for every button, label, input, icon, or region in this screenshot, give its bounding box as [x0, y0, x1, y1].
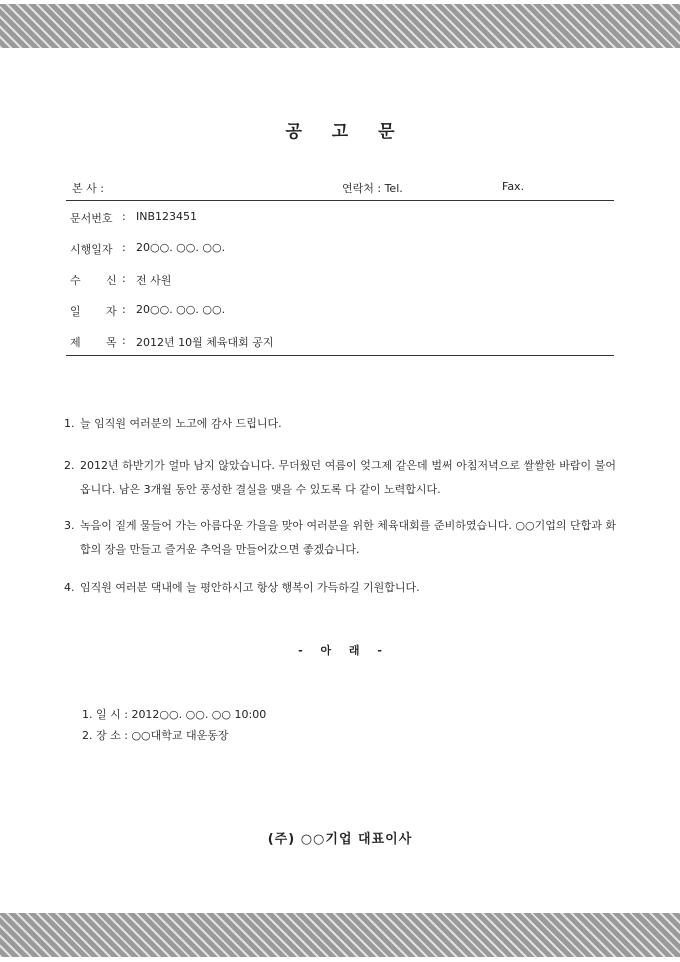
field-label-a: 제 [70, 336, 81, 349]
paragraph-number: 3. [64, 519, 75, 532]
paragraph-number: 1. [64, 417, 75, 430]
paragraph-4 [64, 576, 616, 600]
paragraph-number: 4. [64, 581, 75, 594]
field-label-a: 일 [70, 305, 81, 318]
field-value: 전 사원 [136, 274, 172, 287]
field-value: 20○○. ○○. ○○. [136, 241, 226, 254]
detail-item-time: 1. 일 시 : 2012○○. ○○. ○○ 10:00 [82, 708, 267, 721]
field-value: 20○○. ○○. ○○. [136, 303, 226, 316]
detail-item-place: 2. 장 소 : ○○대학교 대운동장 [82, 729, 229, 742]
paragraph-number: 2. [64, 459, 75, 472]
top-decorative-band [0, 4, 680, 48]
notice-heading: - 아 래 - [298, 644, 382, 657]
paragraph-1 [64, 412, 616, 436]
bottom-decorative-band [0, 913, 680, 957]
contact-label: 연락처 : Tel. [342, 182, 403, 195]
field-colon: : [122, 303, 126, 316]
field-label-b: 신 [106, 274, 117, 287]
field-colon: : [122, 272, 126, 285]
fields-rule [66, 355, 614, 356]
header-line [66, 176, 614, 200]
paragraph-text: 녹음이 짙게 물들어 가는 아름다운 가을을 맞아 여러분을 위한 체육대회를 준비하였습니다. ○○기업의 단합과 화합의 장을 만들고 즐거운 추억을 만들어갔으면 좋겠습니다. [80, 519, 616, 556]
paragraph-3 [64, 514, 616, 562]
paragraph-text: 늘 임직원 여러분의 노고에 감사 드립니다. [80, 417, 282, 430]
field-label-b: 자 [106, 305, 117, 318]
field-label: 문서번호 [70, 212, 113, 225]
paragraph-2 [64, 454, 616, 502]
company-label: 본 사 : [72, 182, 104, 195]
field-colon: : [122, 241, 126, 254]
header-rule [66, 200, 614, 201]
field-value: 2012년 10월 체육대회 공지 [136, 336, 274, 349]
signature: (주) ○○기업 대표이사 [267, 832, 413, 847]
fax-label: Fax. [502, 180, 525, 193]
field-label-a: 수 [70, 274, 81, 287]
field-colon: : [122, 334, 126, 347]
paragraph-text: 임직원 여러분 댁내에 늘 평안하시고 항상 행복이 가득하길 기원합니다. [80, 581, 420, 594]
field-label: 시행일자 [70, 243, 113, 256]
document-title: 공 고 문 [285, 122, 407, 142]
paragraph-text: 2012년 하반기가 얼마 남지 않았습니다. 무더웠던 여름이 엊그제 같은데 벌써 아침저녁으로 쌀쌀한 바람이 불어옵니다. 남은 3개월 동안 풍성한 결실을 맺을 수 있도록 다 같이 노력합시다. [80, 459, 616, 496]
field-label-b: 목 [106, 336, 117, 349]
field-colon: : [122, 210, 126, 223]
field-value: INB123451 [136, 210, 198, 223]
